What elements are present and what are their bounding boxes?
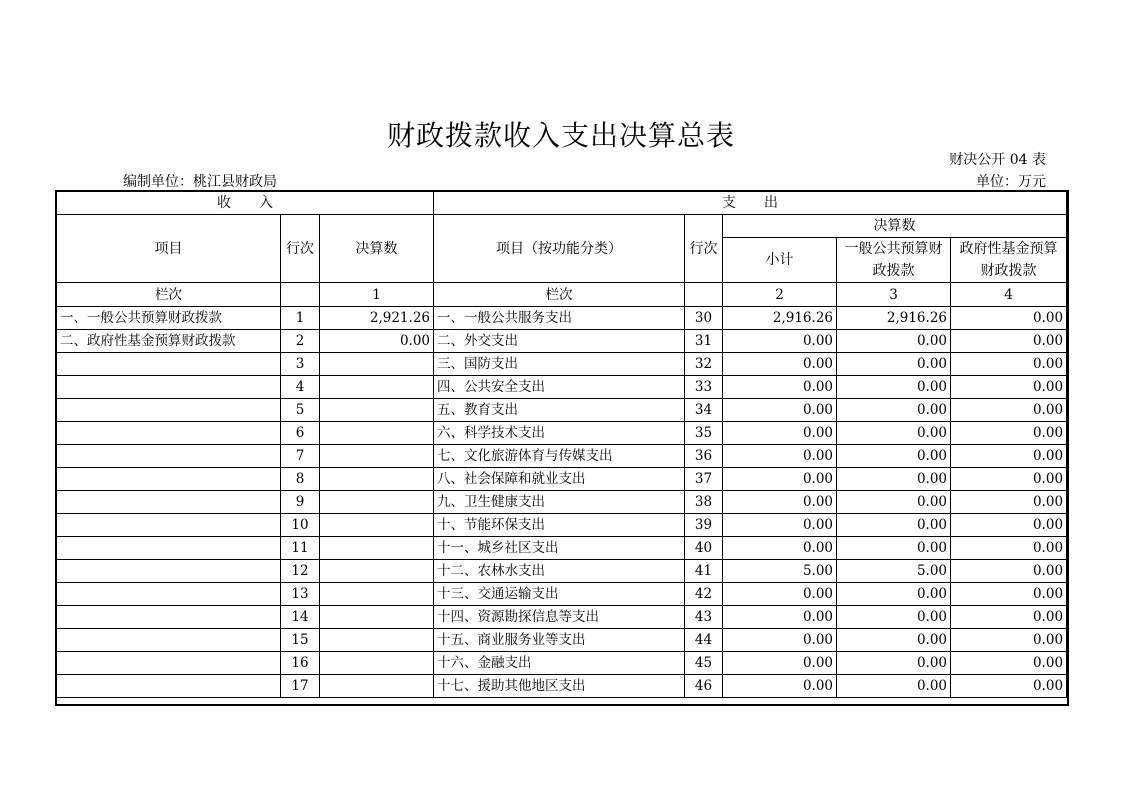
general-budget-cell: 0.00 <box>837 353 951 376</box>
column-index-label: 栏次 <box>57 283 281 307</box>
gov-fund-cell: 0.00 <box>951 468 1067 491</box>
income-line-no-cell: 5 <box>281 399 320 422</box>
gov-fund-cell: 0.00 <box>951 353 1067 376</box>
gov-fund-cell: 0.00 <box>951 307 1067 330</box>
income-item-cell <box>57 353 281 376</box>
expense-line-no-cell: 36 <box>685 445 723 468</box>
income-item-cell <box>57 468 281 491</box>
income-line-no-cell: 12 <box>281 560 320 583</box>
income-amount-cell <box>320 514 434 537</box>
expense-item-cell: 十六、金融支出 <box>434 652 685 675</box>
subtotal-header: 小计 <box>723 238 837 283</box>
expense-item-cell: 三、国防支出 <box>434 353 685 376</box>
table-row <box>57 445 1067 468</box>
income-line-no-header: 行次 <box>281 215 320 283</box>
expense-line-no-cell: 30 <box>685 307 723 330</box>
subtotal-cell: 5.00 <box>723 560 837 583</box>
income-amount-cell <box>320 491 434 514</box>
income-line-no-cell: 3 <box>281 353 320 376</box>
subtotal-cell: 0.00 <box>723 537 837 560</box>
income-amount-cell <box>320 422 434 445</box>
general-budget-cell: 0.00 <box>837 491 951 514</box>
general-budget-cell: 0.00 <box>837 537 951 560</box>
income-amount-cell <box>320 629 434 652</box>
general-budget-header: 一般公共预算财政拨款 <box>837 238 951 283</box>
income-line-no-cell: 10 <box>281 514 320 537</box>
expense-item-cell: 七、文化旅游体育与传媒支出 <box>434 445 685 468</box>
compiling-unit: 编制单位：桃江县财政局 <box>123 174 277 190</box>
table-row <box>57 307 1067 330</box>
subtotal-cell: 0.00 <box>723 583 837 606</box>
table-row <box>57 468 1067 491</box>
income-item-cell: 二、政府性基金预算财政拨款 <box>57 330 281 353</box>
table-row <box>57 399 1067 422</box>
gov-fund-cell: 0.00 <box>951 583 1067 606</box>
income-item-cell <box>57 560 281 583</box>
column-index: 3 <box>837 283 951 307</box>
table-row <box>57 330 1067 353</box>
expense-item-cell: 九、卫生健康支出 <box>434 491 685 514</box>
gov-fund-cell: 0.00 <box>951 537 1067 560</box>
table-row <box>57 606 1067 629</box>
income-item-cell <box>57 606 281 629</box>
expense-line-no-cell: 39 <box>685 514 723 537</box>
table-row <box>57 652 1067 675</box>
expense-line-no-cell: 37 <box>685 468 723 491</box>
general-budget-cell: 0.00 <box>837 652 951 675</box>
expense-line-no-cell: 46 <box>685 675 723 698</box>
income-line-no-cell: 15 <box>281 629 320 652</box>
income-amount-cell <box>320 606 434 629</box>
subtotal-cell: 2,916.26 <box>723 307 837 330</box>
table-row <box>57 537 1067 560</box>
income-item-cell: 一、一般公共预算财政拨款 <box>57 307 281 330</box>
income-group-header: 收 入 <box>57 192 434 215</box>
income-line-no-cell: 4 <box>281 376 320 399</box>
column-index: 4 <box>951 283 1067 307</box>
income-item-cell <box>57 675 281 698</box>
income-amount-cell <box>320 399 434 422</box>
expense-item-cell: 十、节能环保支出 <box>434 514 685 537</box>
income-item-cell <box>57 629 281 652</box>
income-amount-header: 决算数 <box>320 215 434 283</box>
table-row <box>57 560 1067 583</box>
income-item-cell <box>57 399 281 422</box>
subtotal-cell: 0.00 <box>723 376 837 399</box>
expense-line-no-cell: 40 <box>685 537 723 560</box>
income-line-no-cell: 14 <box>281 606 320 629</box>
expense-line-no-cell: 43 <box>685 606 723 629</box>
expense-item-cell: 十三、交通运输支出 <box>434 583 685 606</box>
gov-fund-cell: 0.00 <box>951 422 1067 445</box>
expense-line-no-cell: 44 <box>685 629 723 652</box>
income-line-no-cell: 6 <box>281 422 320 445</box>
income-item-cell <box>57 537 281 560</box>
gov-fund-cell: 0.00 <box>951 629 1067 652</box>
gov-fund-cell: 0.00 <box>951 399 1067 422</box>
page-title: 财政拨款收入支出决算总表 <box>386 119 735 152</box>
income-amount-cell <box>320 583 434 606</box>
general-budget-cell: 0.00 <box>837 583 951 606</box>
general-budget-cell: 0.00 <box>837 399 951 422</box>
gov-fund-cell: 0.00 <box>951 675 1067 698</box>
income-line-no-cell: 9 <box>281 491 320 514</box>
subtotal-cell: 0.00 <box>723 514 837 537</box>
income-item-header: 项目 <box>57 215 281 283</box>
expense-line-no-cell: 31 <box>685 330 723 353</box>
gov-fund-cell: 0.00 <box>951 445 1067 468</box>
subtotal-cell: 0.00 <box>723 422 837 445</box>
expense-amount-header: 决算数 <box>723 215 1067 238</box>
subtotal-cell: 0.00 <box>723 652 837 675</box>
income-line-no-cell: 17 <box>281 675 320 698</box>
general-budget-cell: 0.00 <box>837 468 951 491</box>
gov-fund-cell: 0.00 <box>951 491 1067 514</box>
table-row <box>57 675 1067 698</box>
column-index-label: 栏次 <box>434 283 685 307</box>
expense-line-no-cell: 45 <box>685 652 723 675</box>
expense-item-cell: 十一、城乡社区支出 <box>434 537 685 560</box>
income-amount-cell <box>320 376 434 399</box>
table-row <box>57 353 1067 376</box>
general-budget-cell: 5.00 <box>837 560 951 583</box>
expense-item-cell: 十七、援助其他地区支出 <box>434 675 685 698</box>
income-line-no-cell: 1 <box>281 307 320 330</box>
income-item-cell <box>57 514 281 537</box>
general-budget-cell: 0.00 <box>837 514 951 537</box>
column-index: 1 <box>320 283 434 307</box>
subtotal-cell: 0.00 <box>723 399 837 422</box>
gov-fund-cell: 0.00 <box>951 652 1067 675</box>
income-amount-cell <box>320 445 434 468</box>
expense-line-no-cell: 35 <box>685 422 723 445</box>
subtotal-cell: 0.00 <box>723 606 837 629</box>
table-row <box>57 491 1067 514</box>
income-amount-cell <box>320 468 434 491</box>
subtotal-cell: 0.00 <box>723 330 837 353</box>
expense-line-no-cell: 41 <box>685 560 723 583</box>
expense-line-no-cell: 34 <box>685 399 723 422</box>
expense-item-cell: 六、科学技术支出 <box>434 422 685 445</box>
expense-item-cell: 二、外交支出 <box>434 330 685 353</box>
income-line-no-cell: 11 <box>281 537 320 560</box>
final-accounts-table <box>56 191 1067 698</box>
gov-fund-cell: 0.00 <box>951 330 1067 353</box>
general-budget-cell: 0.00 <box>837 330 951 353</box>
expense-item-cell: 四、公共安全支出 <box>434 376 685 399</box>
income-amount-cell <box>320 652 434 675</box>
income-line-no-cell: 7 <box>281 445 320 468</box>
gov-fund-cell: 0.00 <box>951 560 1067 583</box>
expense-line-no-cell: 32 <box>685 353 723 376</box>
expense-item-cell: 十四、资源勘探信息等支出 <box>434 606 685 629</box>
subtotal-cell: 0.00 <box>723 491 837 514</box>
general-budget-cell: 0.00 <box>837 629 951 652</box>
general-budget-cell: 2,916.26 <box>837 307 951 330</box>
subtotal-cell: 0.00 <box>723 353 837 376</box>
subtotal-cell: 0.00 <box>723 468 837 491</box>
table-row <box>57 422 1067 445</box>
income-item-cell <box>57 491 281 514</box>
income-line-no-cell: 16 <box>281 652 320 675</box>
income-item-cell <box>57 422 281 445</box>
income-item-cell <box>57 583 281 606</box>
income-amount-cell: 0.00 <box>320 330 434 353</box>
subtotal-cell: 0.00 <box>723 629 837 652</box>
table-row <box>57 629 1067 652</box>
expense-group-header: 支 出 <box>434 192 1067 215</box>
expense-line-no-cell: 42 <box>685 583 723 606</box>
income-amount-cell <box>320 537 434 560</box>
gov-fund-header: 政府性基金预算财政拨款 <box>951 238 1067 283</box>
expense-item-cell: 一、一般公共服务支出 <box>434 307 685 330</box>
expense-item-cell: 八、社会保障和就业支出 <box>434 468 685 491</box>
general-budget-cell: 0.00 <box>837 675 951 698</box>
expense-line-no-header: 行次 <box>685 215 723 283</box>
general-budget-cell: 0.00 <box>837 445 951 468</box>
table-row <box>57 376 1067 399</box>
expense-item-cell: 十五、商业服务业等支出 <box>434 629 685 652</box>
general-budget-cell: 0.00 <box>837 422 951 445</box>
subtotal-cell: 0.00 <box>723 675 837 698</box>
expense-item-header: 项目（按功能分类） <box>434 215 685 283</box>
income-item-cell <box>57 652 281 675</box>
gov-fund-cell: 0.00 <box>951 514 1067 537</box>
gov-fund-cell: 0.00 <box>951 606 1067 629</box>
form-number: 财决公开 04 表 <box>949 152 1046 168</box>
income-line-no-cell: 13 <box>281 583 320 606</box>
income-line-no-cell: 8 <box>281 468 320 491</box>
subtotal-cell: 0.00 <box>723 445 837 468</box>
expense-item-cell: 十二、农林水支出 <box>434 560 685 583</box>
income-amount-cell <box>320 560 434 583</box>
income-amount-cell: 2,921.26 <box>320 307 434 330</box>
expense-line-no-cell: 38 <box>685 491 723 514</box>
column-index: 2 <box>723 283 837 307</box>
table-row <box>57 514 1067 537</box>
currency-unit: 单位：万元 <box>976 174 1046 190</box>
table-row <box>57 583 1067 606</box>
expense-line-no-cell: 33 <box>685 376 723 399</box>
income-line-no-cell: 2 <box>281 330 320 353</box>
general-budget-cell: 0.00 <box>837 376 951 399</box>
income-item-cell <box>57 445 281 468</box>
income-amount-cell <box>320 353 434 376</box>
general-budget-cell: 0.00 <box>837 606 951 629</box>
income-amount-cell <box>320 675 434 698</box>
gov-fund-cell: 0.00 <box>951 376 1067 399</box>
income-item-cell <box>57 376 281 399</box>
expense-item-cell: 五、教育支出 <box>434 399 685 422</box>
